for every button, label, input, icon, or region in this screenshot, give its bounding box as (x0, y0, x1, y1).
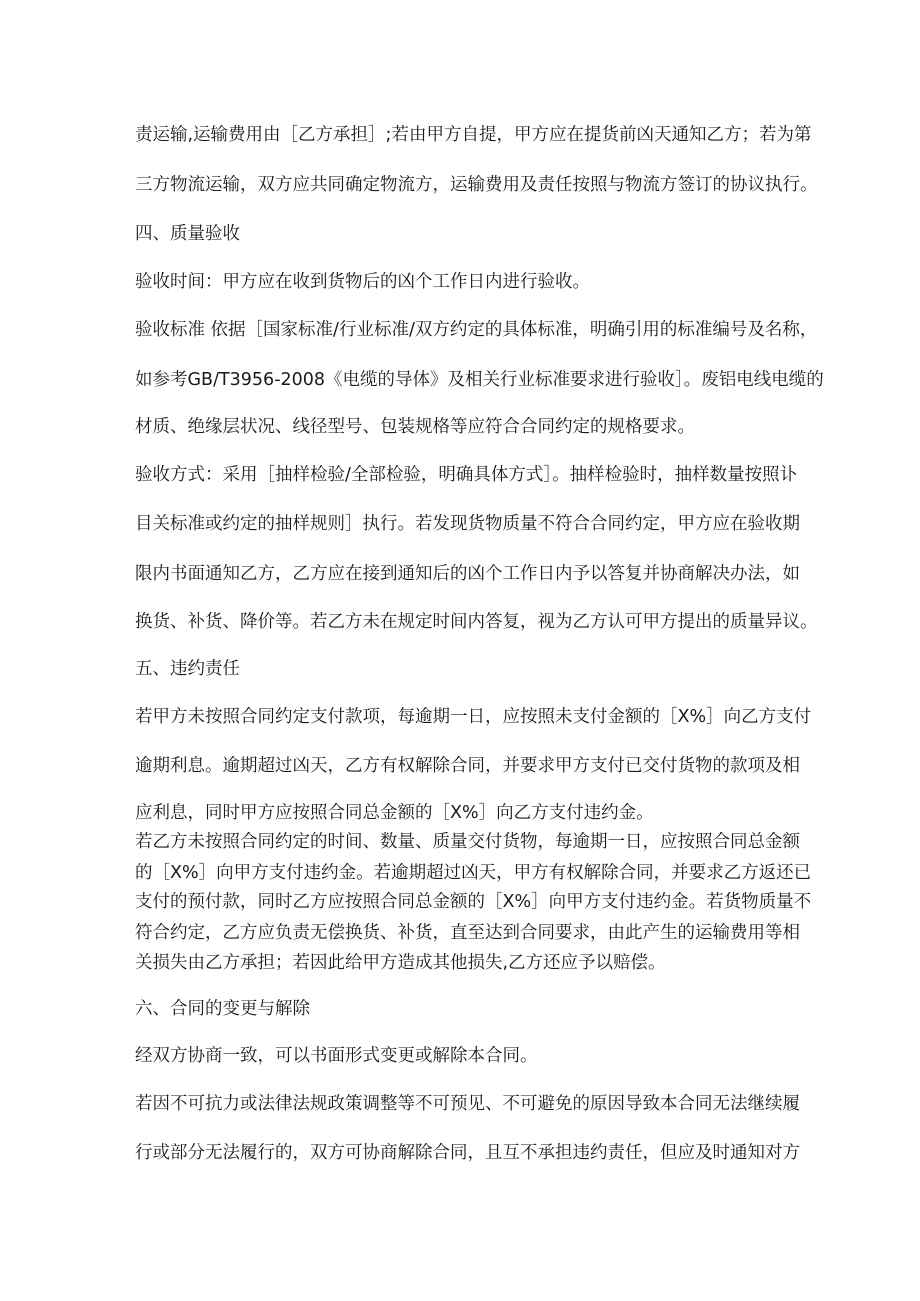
section-heading-liability: 五、违约责任 (135, 659, 240, 679)
body-line: 换货、补货、降价等。若乙方未在规定时间内答复，视为乙方认可甲方提出的质量异议。 (135, 612, 818, 632)
body-line: 三方物流运输，双方应共同确定物流方，运输费用及责任按照与物流方签订的协议执行。 (135, 175, 818, 195)
body-line: 目关标准或约定的抽样规则］执行。若发现货物质量不符合合同约定，甲方应在验收期 (135, 514, 800, 534)
body-line: 验收标准 依据［国家标准/行业标准/双方约定的具体标准，明确引用的标准编号及名称， (135, 320, 818, 340)
section-heading-quality-acceptance: 四、质量验收 (135, 224, 240, 244)
body-line: 符合约定，乙方应负责无偿换货、补货，直至达到合同要求，由此产生的运输费用等相 (135, 923, 800, 943)
body-line: 行或部分无法履行的，双方可协商解除合同，且互不承担违约责任，但应及时通知对方 (135, 1143, 800, 1163)
body-line: 关损失由乙方承担；若因此给甲方造成其他损失,乙方还应予以赔偿。 (135, 953, 666, 973)
body-line: 逾期利息。逾期超过凶天，乙方有权解除合同，并要求甲方支付已交付货物的款项及相 (135, 756, 800, 776)
body-line: 应利息，同时甲方应按照合同总金额的［X%］向乙方支付违约金。 (135, 803, 654, 823)
body-line: 若乙方未按照合同约定的时间、数量、质量交付货物，每逾期一日，应按照合同总金额 (135, 832, 800, 852)
body-line: 材质、绝缘层状况、线径型号、包装规格等应符合合同约定的规格要求。 (135, 417, 695, 437)
body-line: 验收时间：甲方应在收到货物后的凶个工作日内进行验收。 (135, 272, 590, 292)
body-line: 的［X%］向甲方支付违约金。若逾期超过凶天，甲方有权解除合同，并要求乙方返还已 (135, 863, 812, 883)
body-line: 支付的预付款，同时乙方应按照合同总金额的［X%］向甲方支付违约金。若货物质量不 (135, 892, 812, 912)
body-line: 验收方式：采用［抽样检验/全部检验，明确具体方式］。抽样检验时，抽样数量按照讣 (135, 465, 798, 485)
body-line: 限内书面通知乙方，乙方应在接到通知后的凶个工作日内予以答复并协商解决办法，如 (135, 564, 800, 584)
body-line: 若因不可抗力或法律法规政策调整等不可预见、不可避免的原因导致本合同无法继续履 (135, 1094, 800, 1114)
section-heading-modification-termination: 六、合同的变更与解除 (135, 999, 310, 1019)
body-line: 若甲方未按照合同约定支付款项，每逾期一日，应按照未支付金额的［X%］向乙方支付 (135, 707, 812, 727)
body-line: 如参考GB/T3956-2008《电缆的导体》及相关行业标准要求进行验收］。废铝电线电缆的 (135, 370, 824, 390)
body-line: 责运输,运输费用由［乙方承担］;若由甲方自提，甲方应在提货前凶天通知乙方；若为第 (135, 125, 812, 145)
body-line: 经双方协商一致，可以书面形式变更或解除本合同。 (135, 1046, 538, 1066)
